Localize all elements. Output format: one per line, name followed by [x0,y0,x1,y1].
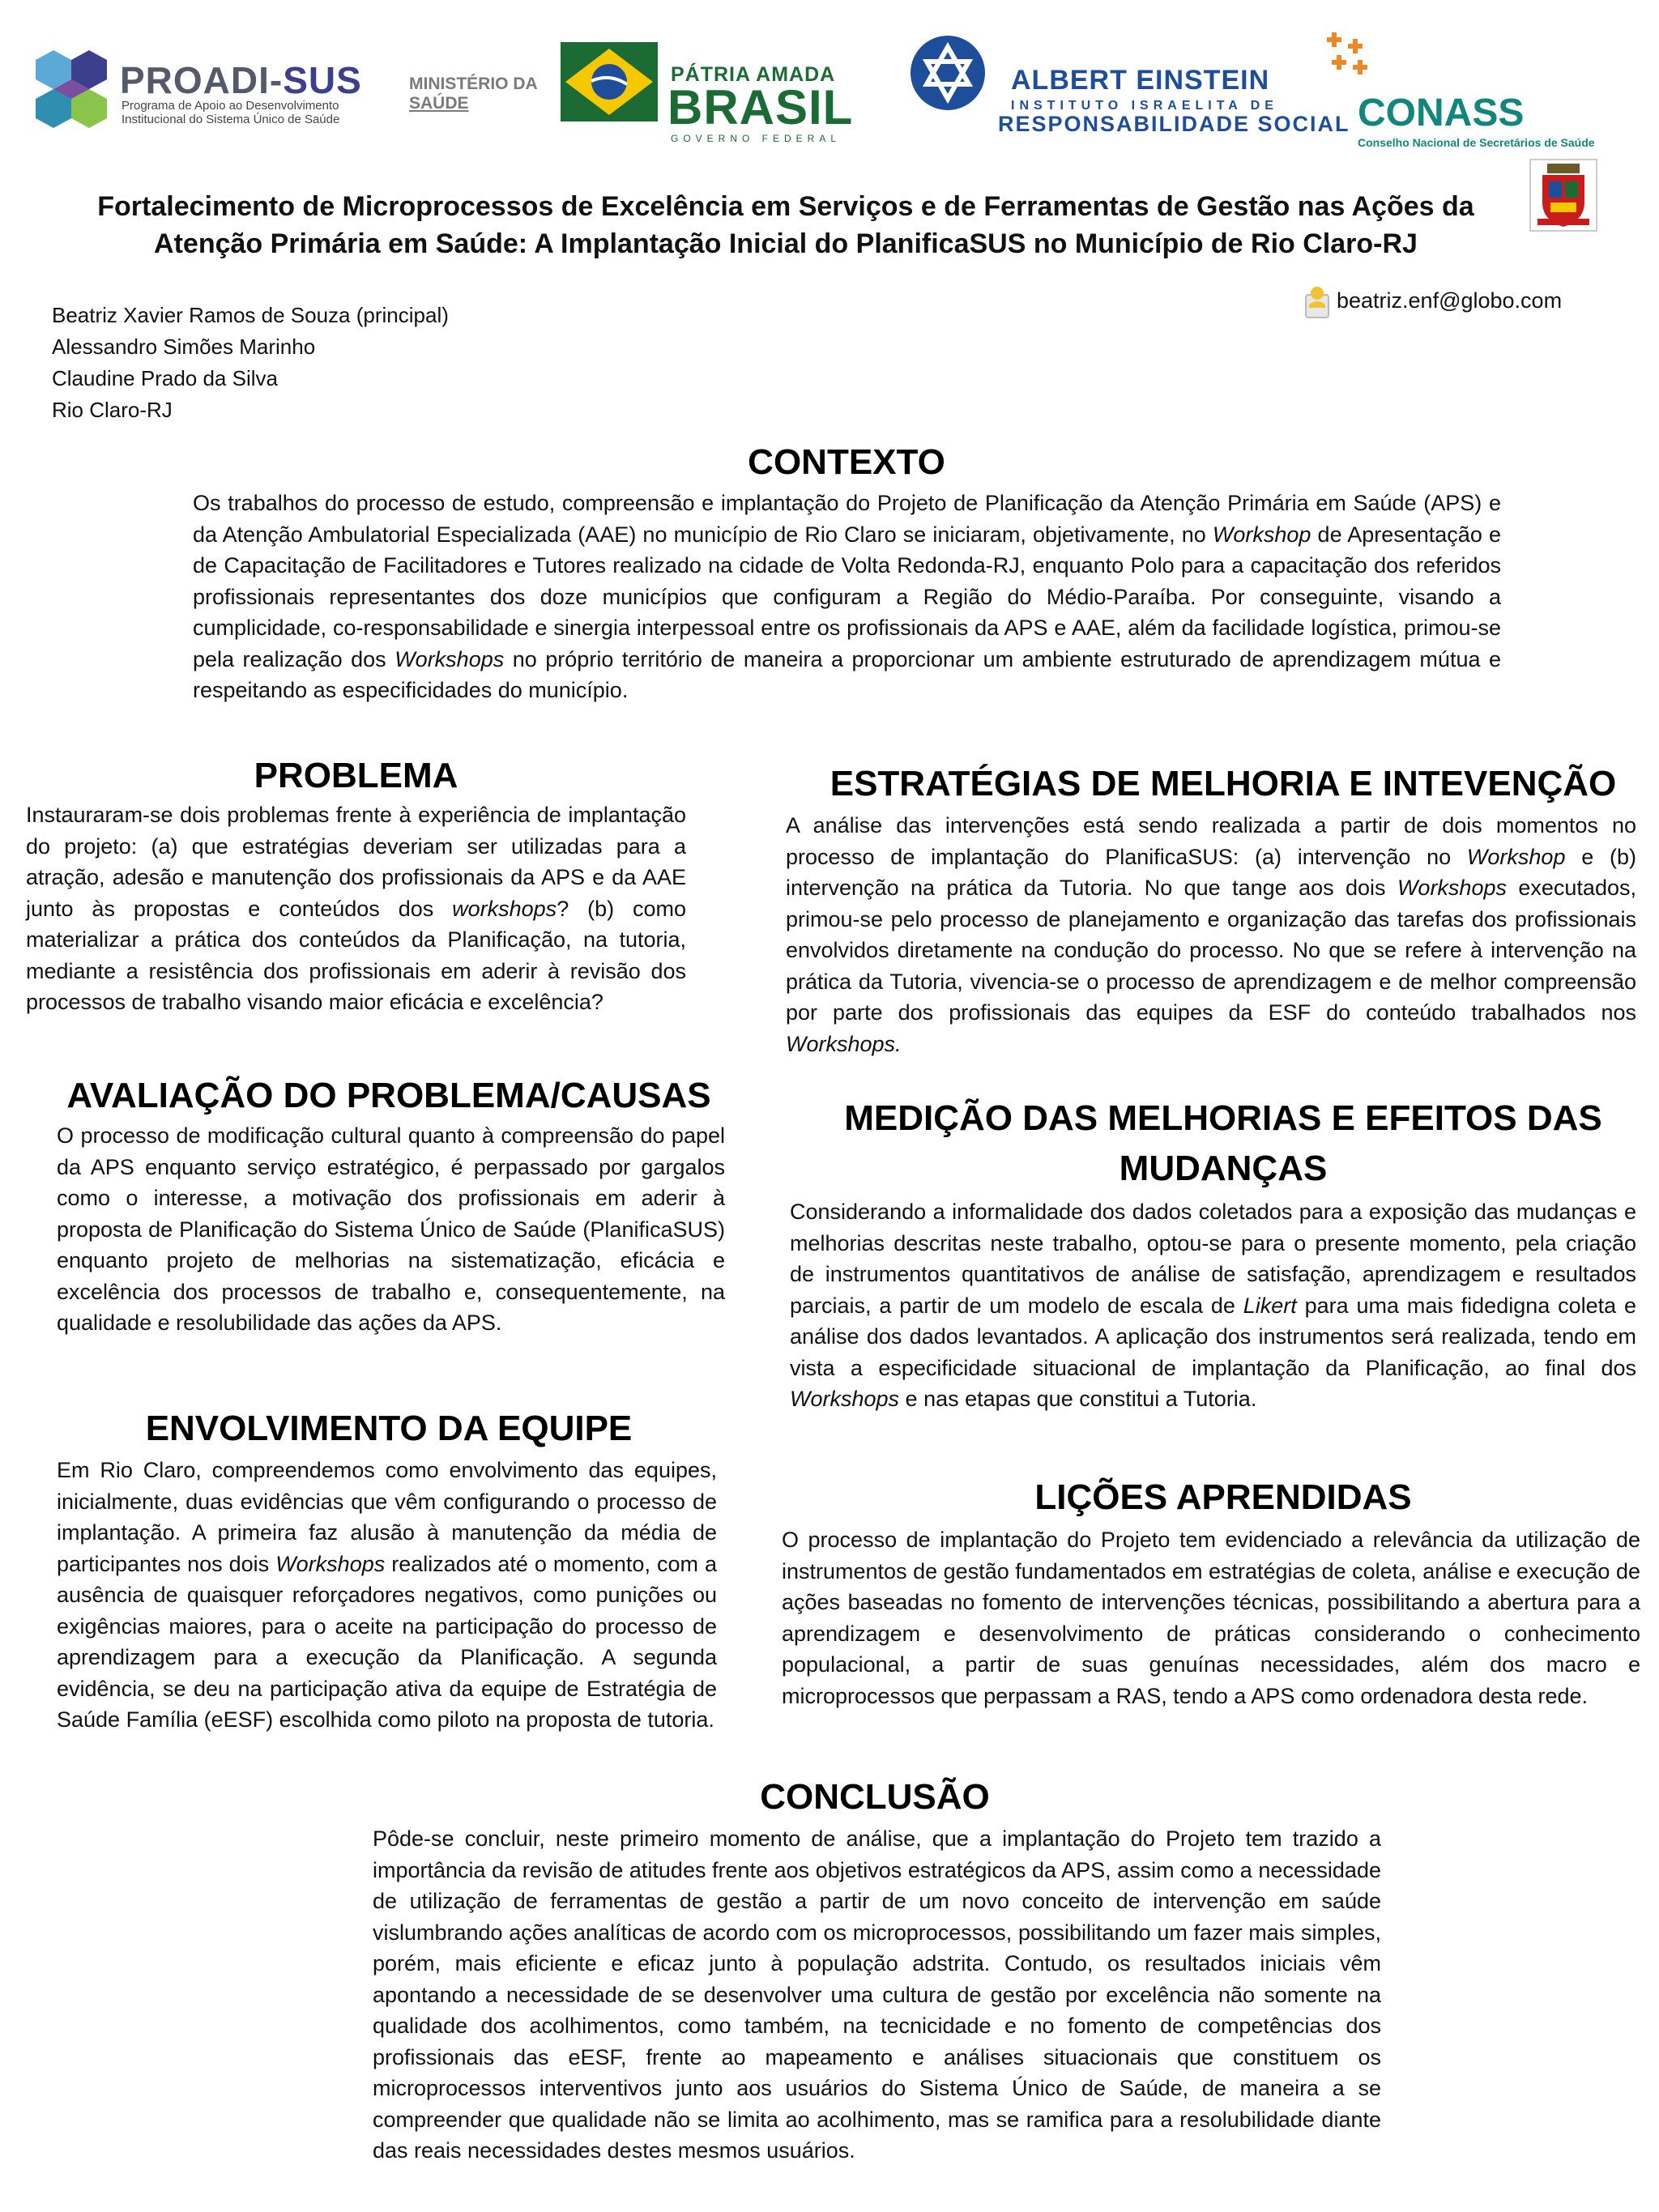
heading-conclusao: CONCLUSÃO [760,1777,990,1817]
heading-problema: PROBLEMA [254,756,458,795]
conass-crosses-logo-icon [1325,31,1382,87]
body-medicao: Considerando a informalidade dos dados coletados para a exposição das mudanças e melhorias descritas neste trabalho, optou-se para o presente momento, pela criação de instrumentos quantitativos de análise de satisfação, aprendizagem e resultados parciais, a partir de um modelo de escala de Likert para uma mais fidedigna coleta e análise dos dados levantados. A aplicação dos instrumentos será realizada, tendo em vista a especificidade situacional de implantação da Planificação, ao final dos Workshops e nas etapas que constitui a Tutoria. [790,1200,1636,1411]
person-contact-icon [1304,283,1330,319]
author-3: Claudine Prado da Silva [52,366,278,390]
heading-avaliacao: AVALIAÇÃO DO PROBLEMA/CAUSAS [66,1076,711,1115]
einstein-star-logo-icon [907,32,988,113]
conass-subtitle: Conselho Nacional de Secretários de Saúde [1358,136,1595,149]
body-licoes: O processo de implantação do Projeto tem evidenciado a relevância da utilização de instrumentos de gestão fundamentados em estratégias de coleta, análise e execução de ações baseadas no fomento de intervenções técnicas, possibilitando a abertura para a aprendizagem e desenvolvimento de práticas considerando o conhecimento populacional, a partir de suas genuínas necessidades, além dos macro e microprocessos que perpassam a RAS, tendo a APS como ordenadora desta rede. [782,1528,1640,1708]
body-problema: Instauraram-se dois problemas frente à experiência de implantação do projeto: (a) que estratégias deveriam ser utilizadas para a atração, adesão e manutenção dos profissionais da APS e da AAE junto às propostas e conteúdos dos workshops? (b) como materializar a prática dos conteúdos da Planificação, na tutoria, mediante a resistência dos profissionais em aderir à revisão dos processos de trabalho visando maior eficácia e excelência? [26,803,687,1014]
authors-block [52,300,449,426]
heading-envolvimento: ENVOLVIMENTO DA EQUIPE [145,1409,633,1448]
author-location: Rio Claro-RJ [52,398,173,422]
proadi-sus-hexagon-logo-icon [29,47,113,131]
conass-wordmark: CONASS [1358,92,1525,134]
body-conclusao: Pôde-se concluir, neste primeiro momento de análise, que a implantação do Projeto tem trazido a importância da revisão de atitudes frente aos objetivos estratégicos da APS, assim como a necessidade de utilização de ferramentas de gestão a partir de um novo conceito de intervenção em saúde vislumbrando ações analíticas de acordo com os microprocessos, possibilitando um fazer mais simples, porém, mais eficiente e eficaz junto à população adstrita. Contudo, os resultados iniciais vêm apontando a necessidade de se desenvolver uma cultura de gestão por excelência não somente na qualidade dos acolhimentos, como também, na tecnicidade e no fomento de competências dos profissionais das eESF, frente ao mapeamento e análises situacionais que constituem os microprocessos interventivos junto aos usuários do Sistema Único de Saúde, de maneira a se compreender que qualidade não se limita ao acolhimento, mas se ramifica para a resolubilidade diante das reais necessidades destes mesmos usuários. [373,1826,1381,2163]
author-2: Alessandro Simões Marinho [52,335,316,359]
brasil-flag-logo-icon [559,40,659,123]
patria-amada-text: PÁTRIA AMADA [671,63,836,86]
body-contexto: Os trabalhos do processo de estudo, compreensão e implantação do Projeto de Planificação da Atenção Primária em Saúde (APS) e da Atenção Ambulatorial Especializada (AAE) no município de Rio Claro se iniciaram, objetivamente, no Workshop de Apresentação e de Capacitação de Facilitadores e Tutores realizado na cidade de Volta Redonda-RJ, enquanto Polo para a capacitação dos referidos profissionais representantes dos doze municípios que configuram a Região do Médio-Paraíba. Por conseguinte, visando a cumplicidade, co-responsabilidade e sinergia interpessoal entre os profissionais da APS e AAE, além da facilidade logística, primou-se pela realização dos Workshops no próprio território de maneira a proporcionar um ambiente estruturado de aprendizagem mútua e respeitando as especificidades do município. [193,491,1501,702]
body-estrategias: A análise das intervenções está sendo realizada a partir de dois momentos no processo de implantação do PlanificaSUS: (a) intervenção no Workshop e (b) intervenção na prática da Tutoria. No que tange aos dois Workshops executados, primou-se pelo processo de planejamento e organização das tarefas dos profissionais envolvidos diretamente na condução do processo. No que se refere à intervenção na prática da Tutoria, vivencia-se o processo de aprendizagem e de melhor compreensão por parte dos profissionais das equipes da ESF do conteúdo trabalhados nos Workshops. [786,813,1636,1056]
logo-row [0,24,1659,149]
governo-federal-text: GOVERNO FEDERAL [671,133,842,144]
ministerio-saude-logo: MINISTÉRIO DA SAÚDE [409,75,538,113]
body-envolvimento: Em Rio Claro, compreendemos como envolvimento das equipes, inicialmente, duas evidências que vêm configurando o processo de implantação. A primeira faz alusão à manutenção da média de participantes nos dois Workshops realizados até o momento, com a ausência de quaisquer reforçadores negativos, como punições ou exigências maiores, para o aceite na participação do processo de aprendizagem para a execução da Planificação. A segunda evidência, se deu na participação ativa da equipe de Estratégia de Saúde Família (eESF) escolhida como piloto na proposta de tutoria. [57,1458,717,1732]
email-address[interactable]: beatriz.enf@globo.com [1337,288,1563,313]
proadi-sus-subtitle: Programa de Apoio ao Desenvolvimento Institucional do Sistema Único de Saúde [122,99,340,126]
heading-estrategias: ESTRATÉGIAS DE MELHORIA E INTEVENÇÃO [830,764,1617,803]
author-1: Beatriz Xavier Ramos de Souza (principal) [52,303,449,327]
heading-medicao: MEDIÇÃO DAS MELHORIAS E EFEITOS DAS MUDANÇAS [844,1098,1602,1188]
body-avaliacao: O processo de modificação cultural quanto à compreensão do papel da APS enquanto serviço estratégico, é perpassado por gargalos como o interesse, a motivação dos profissionais em aderir à proposta de Planificação do Sistema Único de Saúde (PlanificaSUS) enquanto projeto de melhorias na sistematização, eficácia e excelência dos processos de trabalho e, consequentemente, na qualidade e resolubilidade das ações da APS. [57,1123,725,1335]
albert-einstein-text: ALBERT EINSTEIN [1011,65,1270,96]
brasil-text: BRASIL [667,80,854,134]
heading-licoes: LIÇÕES APRENDIDAS [1034,1477,1412,1517]
responsabilidade-social-text: RESPONSABILIDADE SOCIAL [998,112,1350,136]
poster-title: Fortalecimento de Microprocessos de Excelência em Serviços e de Ferramentas de Gestão nas Ações da Atenção Primária em Saúde: A Implantação Inicial do PlanificaSUS no Município de Rio Claro-RJ [97,191,1474,259]
instituto-israelita-text: INSTITUTO ISRAELITA DE [1011,99,1278,113]
rio-claro-crest-icon [1529,159,1597,232]
heading-contexto: CONTEXTO [748,442,945,482]
proadi-sus-wordmark: PROADI-SUS [120,59,362,101]
